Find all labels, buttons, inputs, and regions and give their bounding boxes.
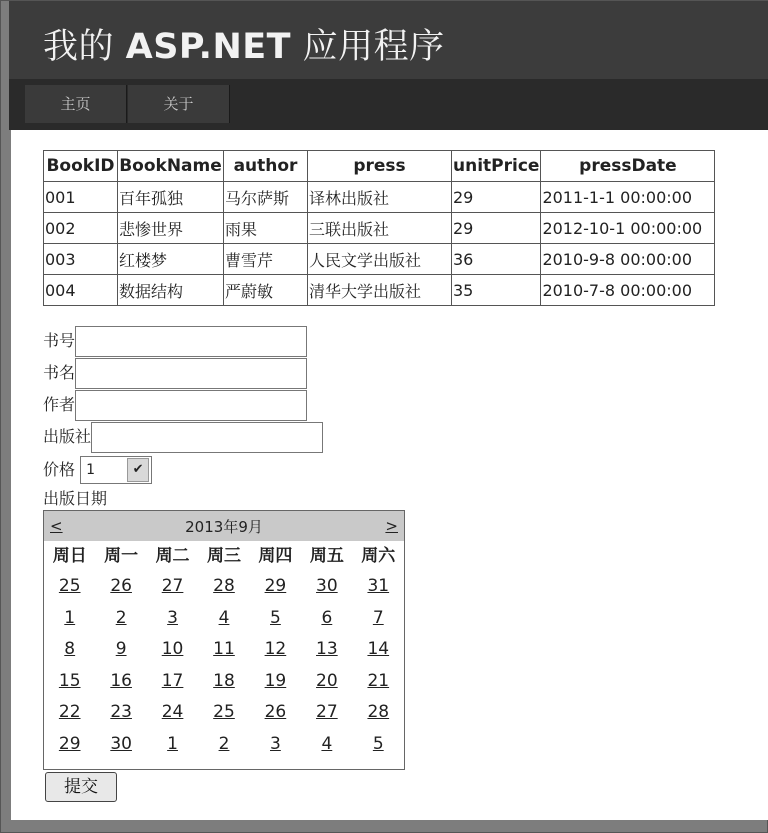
chevron-down-icon[interactable]: ✔ bbox=[127, 458, 149, 482]
calendar-day[interactable]: 26 bbox=[110, 576, 132, 596]
price-select-value: 1 bbox=[86, 462, 96, 478]
table-cell: 36 bbox=[452, 244, 541, 275]
press-row bbox=[43, 422, 323, 453]
table-cell: 严蔚敏 bbox=[224, 275, 308, 306]
calendar-day[interactable]: 18 bbox=[213, 670, 235, 691]
calendar-day[interactable]: 6 bbox=[321, 607, 333, 628]
calendar-day[interactable]: 25 bbox=[58, 576, 81, 596]
calendar-title: 2013年9月 bbox=[185, 517, 263, 536]
calendar-day[interactable]: 10 bbox=[161, 639, 184, 660]
table-cell: 29 bbox=[452, 213, 541, 244]
calendar-day[interactable]: 1 bbox=[64, 607, 76, 628]
calendar-day[interactable]: 11 bbox=[213, 639, 235, 660]
calendar-grid bbox=[44, 541, 404, 761]
table-cell: 001 bbox=[44, 182, 118, 213]
table-cell: 2010-9-8 00:00:00 bbox=[541, 244, 715, 275]
nav-menu bbox=[9, 79, 768, 130]
price-label: 价格 bbox=[43, 459, 76, 479]
calendar-day[interactable]: 23 bbox=[110, 702, 132, 723]
column-header: pressDate bbox=[541, 151, 715, 182]
nav-item-home[interactable]: 主页 bbox=[25, 85, 127, 123]
calendar-day[interactable]: 24 bbox=[161, 702, 184, 723]
author-input[interactable] bbox=[75, 390, 307, 421]
book-name-label: 书名 bbox=[43, 363, 76, 382]
calendar-prev-link[interactable]: < bbox=[50, 517, 63, 535]
date-calendar bbox=[43, 510, 405, 770]
calendar-day[interactable]: 1 bbox=[167, 733, 178, 754]
book-name-row bbox=[43, 358, 307, 389]
calendar-day[interactable]: 27 bbox=[316, 702, 338, 723]
date-label: 出版日期 bbox=[43, 489, 108, 508]
table-row bbox=[44, 213, 715, 244]
table-cell: 百年孤独 bbox=[118, 182, 224, 213]
calendar-day[interactable]: 4 bbox=[218, 607, 230, 628]
calendar-day[interactable]: 26 bbox=[264, 702, 287, 723]
calendar-day[interactable]: 12 bbox=[264, 639, 287, 660]
table-cell: 悲惨世界 bbox=[118, 213, 224, 244]
book-no-label: 书号 bbox=[43, 331, 76, 350]
site-header bbox=[9, 1, 768, 79]
table-row bbox=[44, 244, 715, 275]
weekday-header: 周五 bbox=[309, 546, 344, 566]
main-content bbox=[11, 130, 768, 820]
table-cell: 2012-10-1 00:00:00 bbox=[541, 213, 715, 244]
table-cell: 曹雪芹 bbox=[224, 244, 308, 275]
calendar-day[interactable]: 30 bbox=[110, 733, 132, 754]
calendar-day[interactable]: 3 bbox=[270, 733, 281, 754]
column-header: BookName bbox=[118, 151, 224, 182]
author-row bbox=[43, 390, 307, 421]
calendar-day[interactable]: 13 bbox=[316, 639, 338, 660]
table-row bbox=[44, 275, 715, 306]
table-cell: 004 bbox=[44, 275, 118, 306]
calendar-day[interactable]: 8 bbox=[64, 639, 76, 660]
press-input[interactable] bbox=[91, 422, 323, 453]
calendar-day[interactable]: 31 bbox=[367, 576, 390, 596]
calendar-day[interactable]: 29 bbox=[264, 576, 287, 596]
book-no-input[interactable] bbox=[75, 326, 307, 357]
table-cell: 002 bbox=[44, 213, 118, 244]
column-header: press bbox=[308, 151, 452, 182]
page-title: 我的 ASP.NET 应用程序 bbox=[43, 27, 445, 67]
table-cell: 雨果 bbox=[224, 213, 308, 244]
table-cell: 译林出版社 bbox=[308, 182, 452, 213]
price-select[interactable] bbox=[80, 456, 152, 484]
table-cell: 三联出版社 bbox=[308, 213, 452, 244]
calendar-day[interactable]: 17 bbox=[161, 670, 184, 691]
calendar-day[interactable]: 3 bbox=[167, 607, 178, 628]
weekday-header: 周日 bbox=[52, 546, 87, 566]
calendar-day[interactable]: 5 bbox=[270, 607, 281, 628]
calendar-day[interactable]: 5 bbox=[372, 733, 384, 754]
book-name-input[interactable] bbox=[75, 358, 307, 389]
books-table bbox=[43, 150, 715, 306]
table-cell: 数据结构 bbox=[118, 275, 224, 306]
weekday-header: 周一 bbox=[104, 546, 139, 566]
calendar-day[interactable]: 16 bbox=[110, 670, 132, 691]
calendar-day[interactable]: 2 bbox=[115, 607, 127, 628]
calendar-day[interactable]: 27 bbox=[161, 576, 184, 596]
table-cell: 红楼梦 bbox=[118, 244, 224, 275]
table-cell: 人民文学出版社 bbox=[308, 244, 452, 275]
table-cell: 马尔萨斯 bbox=[224, 182, 308, 213]
calendar-day[interactable]: 15 bbox=[58, 670, 81, 691]
table-cell: 2011-1-1 00:00:00 bbox=[541, 182, 715, 213]
weekday-header: 周四 bbox=[258, 546, 293, 566]
calendar-day[interactable]: 7 bbox=[372, 607, 384, 628]
submit-button[interactable]: 提交 bbox=[45, 772, 117, 802]
calendar-day[interactable]: 29 bbox=[58, 733, 81, 754]
calendar-day[interactable]: 30 bbox=[316, 576, 338, 596]
price-row bbox=[43, 456, 152, 484]
calendar-day[interactable]: 2 bbox=[218, 733, 230, 754]
nav-item-about[interactable]: 关于 bbox=[128, 85, 230, 123]
weekday-header: 周二 bbox=[155, 546, 190, 566]
calendar-day[interactable]: 28 bbox=[213, 576, 235, 596]
calendar-day[interactable]: 25 bbox=[213, 702, 235, 723]
calendar-day[interactable]: 21 bbox=[367, 670, 390, 691]
table-cell: 清华大学出版社 bbox=[308, 275, 452, 306]
table-cell: 29 bbox=[452, 182, 541, 213]
calendar-day[interactable]: 19 bbox=[264, 670, 287, 691]
table-cell: 35 bbox=[452, 275, 541, 306]
date-row bbox=[43, 486, 107, 509]
column-header: BookID bbox=[44, 151, 118, 182]
calendar-day[interactable]: 28 bbox=[367, 702, 390, 723]
weekday-header: 周六 bbox=[361, 546, 396, 566]
calendar-day[interactable]: 4 bbox=[321, 733, 333, 754]
calendar-next-link[interactable]: > bbox=[385, 517, 398, 535]
calendar-day[interactable]: 20 bbox=[316, 670, 338, 691]
calendar-header bbox=[44, 511, 404, 541]
table-cell: 2010-7-8 00:00:00 bbox=[541, 275, 715, 306]
author-label: 作者 bbox=[43, 395, 76, 414]
calendar-day[interactable]: 9 bbox=[115, 639, 127, 660]
column-header: unitPrice bbox=[452, 151, 541, 182]
table-cell: 003 bbox=[44, 244, 118, 275]
weekday-header: 周三 bbox=[206, 546, 241, 566]
press-label: 出版社 bbox=[43, 427, 92, 446]
book-no-row bbox=[43, 326, 307, 357]
table-header-row bbox=[44, 151, 715, 182]
calendar-day[interactable]: 22 bbox=[58, 702, 81, 723]
column-header: author bbox=[224, 151, 308, 182]
table-row bbox=[44, 182, 715, 213]
calendar-day[interactable]: 14 bbox=[367, 639, 390, 660]
